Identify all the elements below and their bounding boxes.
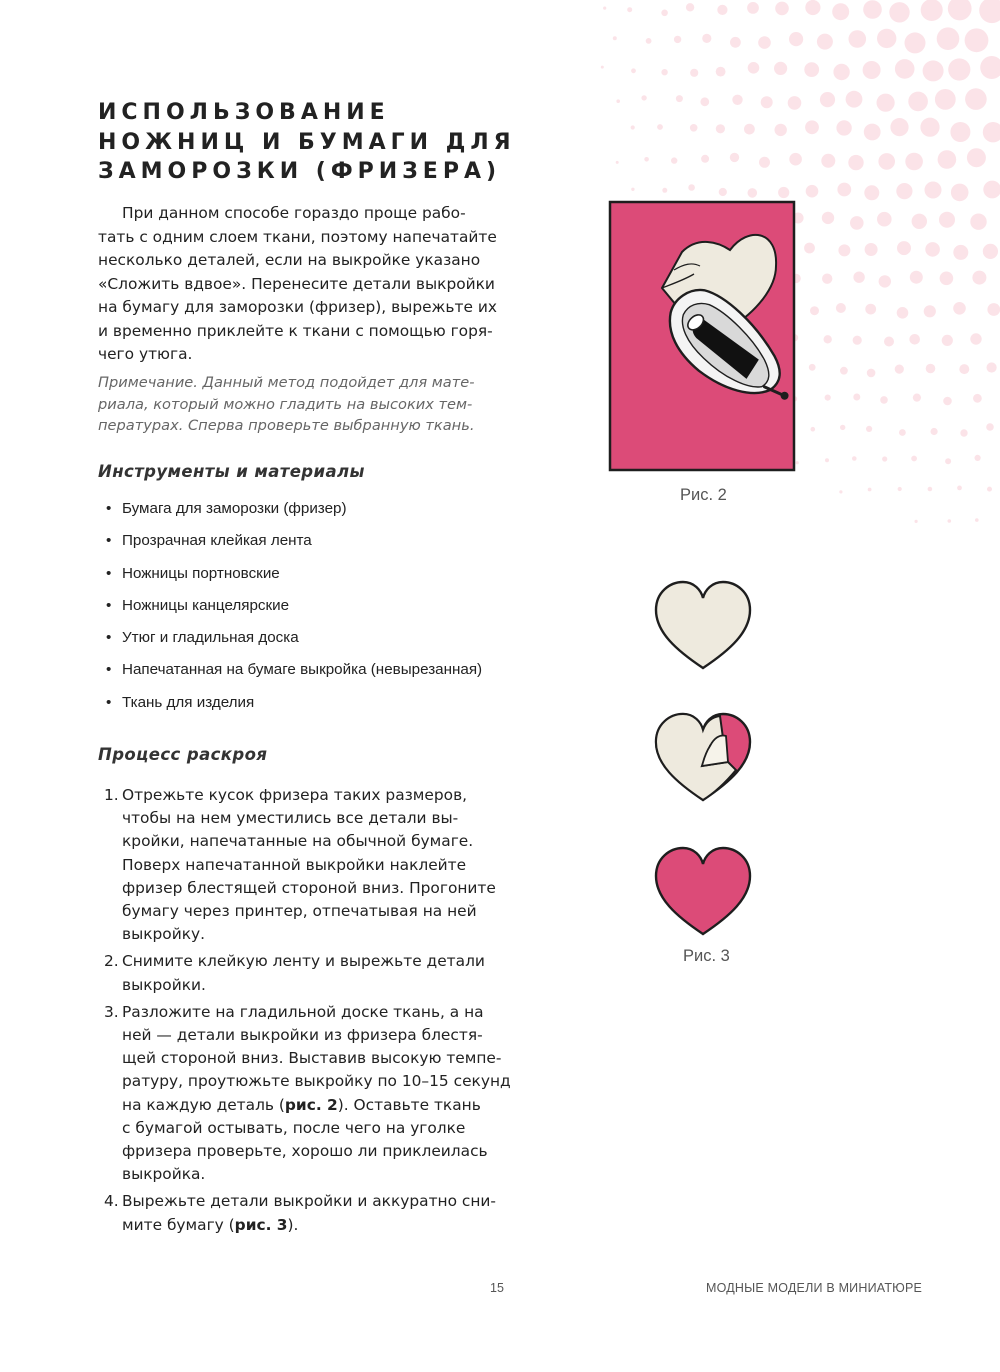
decorative-dot [877,29,896,48]
title-line: ЗАМОРОЗКИ (ФРИЗЕРА) [98,159,502,184]
decorative-dot [848,155,863,170]
step-line: выкройки. [122,975,206,994]
decorative-dot [939,212,955,228]
title-line: НОЖНИЦ И БУМАГИ ДЛЯ [98,129,516,155]
decorative-dot [805,120,819,134]
decorative-dot [987,487,992,492]
decorative-dot [909,334,920,345]
decorative-dot [719,188,727,196]
decorative-dot [972,271,986,285]
step-line: выкройка. [122,1165,206,1184]
decorative-dot [748,62,760,74]
decorative-dot [983,244,998,259]
step-line: Вырежьте детали выкройки и аккуратно сни- [122,1192,496,1211]
decorative-dot [702,34,711,43]
heart-fabric-illustration [650,842,756,938]
decorative-dot [865,243,878,256]
decorative-dot [852,456,857,461]
decorative-dot [928,487,933,492]
decorative-dot [931,428,938,435]
decorative-dot [810,306,819,315]
decorative-dot [948,58,970,80]
decorative-dot [983,181,1000,199]
step-line: кройки, напечатанные на обычной бумаге. [122,832,474,851]
decorative-dot [730,153,739,162]
decorative-dot [732,95,742,105]
step-line: бумагу через принтер, отпечатывая на ней [122,902,477,921]
decorative-dot [820,92,835,107]
decorative-dot [804,243,815,254]
step-line: Поверх напечатанной выкройки наклейте [122,855,467,874]
decorative-dot [867,369,876,378]
decorative-dot [877,94,895,112]
decorative-dot [627,7,632,12]
note-line: пературах. Сперва проверьте выбранную ткань. [98,417,475,434]
step-line: ней — детали выкройки из фризера блестя- [122,1026,483,1045]
decorative-dot [788,96,802,110]
decorative-dot [839,490,842,493]
title-line: ИСПОЛЬЗОВАНИЕ [98,100,390,125]
figure-reference: рис. 3 [234,1215,288,1234]
step-item [98,1190,511,1236]
decorative-dot [853,394,860,401]
decorative-dot [641,95,646,100]
bullet: • [106,629,112,647]
decorative-dot [896,183,912,199]
decorative-dot [805,0,820,15]
decorative-dot [688,184,695,191]
decorative-dot [905,32,926,53]
decorative-dot [748,188,758,198]
decorative-dot [804,62,819,77]
decorative-dot [759,157,770,168]
step-text: ). Оставьте ткань [337,1095,481,1114]
decorative-dot [853,272,864,283]
decorative-dot [817,34,833,50]
decorative-dot [975,518,979,522]
decorative-dot [979,0,1000,23]
tool-label: Утюг и гладильная доска [122,629,299,647]
figure-reference: рис. 2 [284,1095,338,1114]
decorative-dot [775,2,789,16]
tool-label: Напечатанная на бумаге выкройка (невырезанная) [122,661,483,679]
decorative-dot [850,216,864,230]
decorative-dot [970,333,981,344]
decorative-dot [970,214,986,230]
decorative-dot [890,118,908,136]
step-line: ратуру, проутюжьте выкройку по 10–15 секунд [122,1072,511,1091]
decorative-dot [879,275,891,287]
decorative-dot [986,423,994,431]
book-title: МОДНЫЕ МОДЕЛИ В МИНИАТЮРЕ [706,1281,923,1295]
process-heading: Процесс раскроя [98,745,268,764]
decorative-dot [940,272,954,286]
list-item [98,597,482,629]
decorative-dot [716,67,726,77]
intro-line: несколько деталей, если на выкройке указано [98,251,481,269]
decorative-dot [840,367,848,375]
step-line: выкройку. [122,925,206,944]
note-line: Примечание. Данный метод подойдет для мате- [98,374,475,391]
heart-paper-shape [656,582,750,668]
decorative-dot [925,182,942,199]
decorative-dot [832,3,849,20]
decorative-dot [825,458,829,462]
decorative-dot [674,36,681,43]
step-text: ). [287,1215,299,1234]
decorative-dot [836,303,846,313]
decorative-dot [864,124,881,141]
decorative-dot [943,397,952,406]
tool-label: Ножницы портновские [122,564,280,582]
decorative-dot [717,5,727,15]
note-paragraph [98,372,498,437]
step-number: 3. [104,1002,119,1021]
decorative-dot [877,212,892,227]
decorative-dot [690,69,698,77]
decorative-dot [644,157,649,162]
decorative-dot [849,30,867,48]
tools-heading: Инструменты и материалы [98,462,365,481]
decorative-dot [945,458,951,464]
decorative-dot [908,92,928,112]
decorative-dot [878,153,895,170]
decorative-dot [837,183,851,197]
decorative-dot [676,95,683,102]
decorative-dot [920,118,939,137]
step-item [98,950,511,996]
decorative-dot [825,395,831,401]
step-line: Снимите клейкую ленту и вырежьте детали [122,952,485,971]
tool-label: Ткань для изделия [122,693,255,711]
decorative-dot [840,425,845,430]
decorative-dot [661,69,667,75]
list-item [98,532,482,564]
decorative-dot [686,3,694,11]
decorative-dot [822,274,832,284]
tool-label: Ножницы канцелярские [122,596,290,614]
decorative-dot [882,456,887,461]
decorative-dot [983,122,1000,142]
decorative-dot [973,394,982,403]
intro-line: «Сложить вдвое». Перенесите детали выкройки [98,274,495,293]
step-line: фризера проверьте, хорошо ли приклеилась [122,1142,488,1161]
decorative-dot [744,124,755,135]
decorative-dot [806,185,819,198]
tool-label: Бумага для заморозки (фризер) [122,500,347,517]
decorative-dot [953,245,968,260]
decorative-dot [846,91,863,108]
decorative-dot [631,125,635,129]
decorative-dot [880,396,888,404]
bullet: • [106,596,112,614]
decorative-dot [951,184,969,202]
step-number: 2. [104,952,119,971]
decorative-dot [950,122,970,142]
decorative-dot [661,10,668,17]
decorative-dot [938,150,957,169]
list-item [98,565,482,597]
decorative-dot [967,148,986,167]
decorative-dot [975,455,981,461]
intro-line: и временно приклейте к ткани с помощью горя- [98,321,493,340]
process-steps [98,784,511,1241]
decorative-dot [866,426,872,432]
decorative-dot [898,487,902,491]
step-line: фризер блестящей стороной вниз. Прогоните [122,878,496,897]
decorative-dot [838,244,850,256]
decorative-dot [863,0,882,19]
decorative-dot [631,188,634,191]
decorative-dot [853,336,862,345]
page-title [98,98,558,187]
step-item [98,1001,511,1187]
step-line: чтобы на нем уместились все детали вы- [122,809,459,828]
decorative-dot [690,124,698,132]
tools-list [98,500,482,726]
decorative-dot [942,335,953,346]
decorative-dot [822,212,834,224]
decorative-dot [662,188,667,193]
decorative-dot [700,97,709,106]
bullet: • [106,500,112,517]
decorative-dot [730,37,741,48]
step-line: с бумагой остывать, после чего на уголке [122,1118,466,1137]
decorative-dot [716,124,725,133]
heart-peeling-illustration [650,708,756,804]
list-item [98,694,482,726]
decorative-dot [631,68,636,73]
tool-label: Прозрачная клейкая лента [122,532,312,550]
intro-line: При данном способе гораздо проще рабо- [122,204,466,222]
decorative-dot [926,364,936,374]
bullet: • [106,532,112,550]
list-item [98,661,482,693]
step-line: Разложите на гладильной доске ткань, а на [122,1002,484,1021]
note-line: риала, который можно гладить на высоких тем- [98,395,473,413]
decorative-dot [953,302,966,315]
figure-2-illustration [608,200,798,474]
list-item [98,629,482,661]
decorative-dot [865,304,876,315]
decorative-dot [884,337,894,347]
step-line [122,1214,511,1237]
decorative-dot [761,96,773,108]
decorative-dot [789,32,803,46]
decorative-dot [924,305,936,317]
decorative-dot [912,214,927,229]
decorative-dot [701,155,709,163]
decorative-dot [811,427,816,432]
intro-line: чего утюга. [98,345,193,363]
decorative-dot [789,153,802,166]
decorative-dot [915,520,918,523]
intro-line: на бумагу для заморозки (фризер), вырежьте их [98,298,497,316]
decorative-dot [965,88,987,110]
figure-3-caption: Рис. 3 [683,947,730,965]
decorative-dot [987,362,997,372]
decorative-dot [747,2,759,14]
decorative-dot [809,364,816,371]
decorative-dot [895,365,904,374]
decorative-dot [889,2,909,22]
decorative-dot [937,27,960,50]
decorative-dot [935,89,956,110]
figure-2-caption: Рис. 2 [680,486,727,504]
bullet: • [106,564,112,582]
step-item [98,784,511,946]
decorative-dot [778,187,789,198]
decorative-dot [824,335,832,343]
intro-line: тать с одним слоем ткани, поэтому напечатайте [98,227,497,246]
decorative-dot [836,120,851,135]
decorative-dot [948,0,972,20]
step-text: мите бумагу ( [122,1215,235,1234]
step-number: 4. [104,1192,119,1211]
decorative-dot [775,124,787,136]
decorative-dot [613,36,617,40]
decorative-dot [965,28,989,52]
step-text: на каждую деталь ( [122,1095,285,1114]
decorative-dot [671,157,677,163]
intro-paragraph [98,202,497,367]
decorative-dot [899,429,906,436]
decorative-dot [868,488,872,492]
step-number: 1. [104,786,119,804]
decorative-dot [948,519,952,523]
decorative-dot [833,64,849,80]
page-number: 15 [490,1281,504,1295]
decorative-dot [897,307,909,319]
decorative-dot [657,124,663,130]
list-item [98,500,482,532]
decorative-dot [987,303,1000,316]
decorative-dot [616,99,620,103]
decorative-dot [774,62,787,75]
decorative-dot [910,271,923,284]
heart-fabric-shape [656,848,750,934]
decorative-dot [601,66,604,69]
decorative-dot [960,429,967,436]
decorative-dot [923,60,944,81]
decorative-dot [895,59,915,79]
decorative-dot [603,7,606,10]
decorative-dot [758,36,771,49]
decorative-dot [864,185,879,200]
decorative-dot [959,364,969,374]
decorative-dot [921,0,943,21]
decorative-dot [957,486,962,491]
heart-paper-illustration [650,576,756,672]
decorative-dot [911,456,917,462]
bullet: • [106,661,112,679]
step-line: Отрежьте кусок фризера таких размеров, [122,786,468,804]
decorative-dot [646,38,652,44]
decorative-dot [913,394,921,402]
decorative-dot [980,56,1000,79]
decorative-dot [925,242,940,257]
decorative-dot [616,161,619,164]
bullet: • [106,693,112,711]
decorative-dot [821,154,835,168]
decorative-dot [897,241,911,255]
decorative-dot [905,153,923,171]
step-line [122,1094,511,1117]
decorative-dot [863,61,881,79]
step-line: щей стороной вниз. Выставив высокую темпе- [122,1049,502,1068]
